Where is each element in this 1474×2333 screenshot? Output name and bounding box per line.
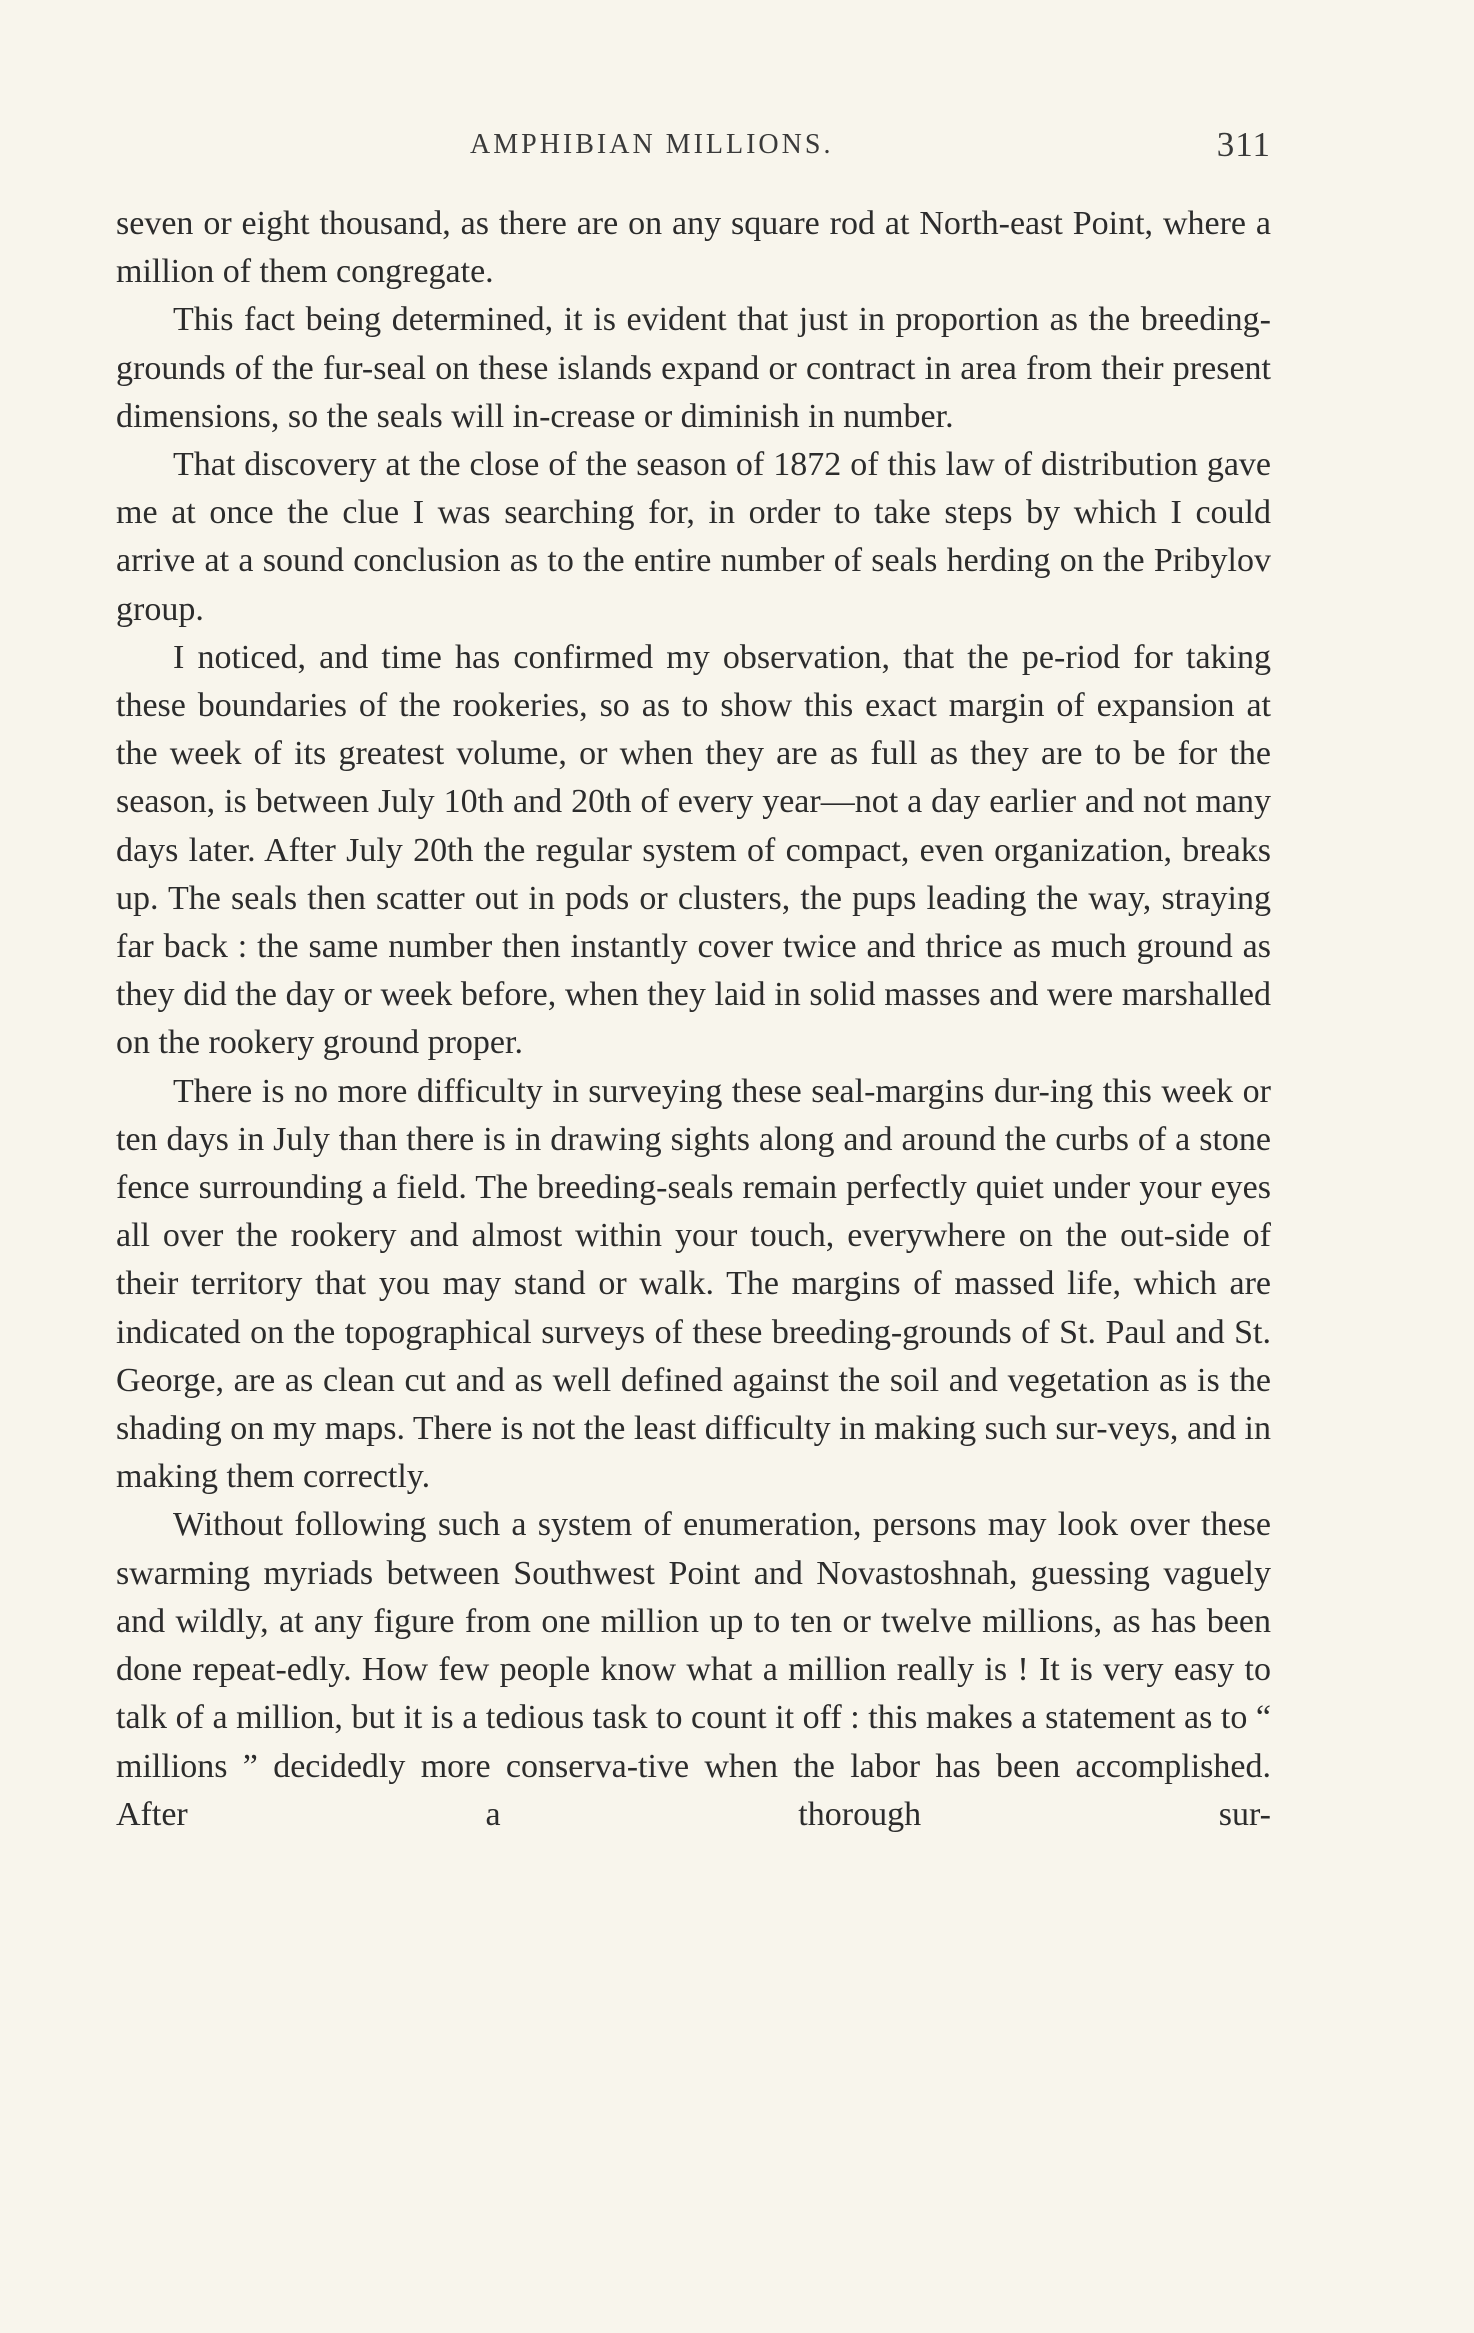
page-header (116, 125, 1271, 175)
paragraph-1: seven or eight thousand, as there are on any square rod at North-east Point, where a million of them congregate. (116, 205, 1271, 291)
paragraph-6: Without following such a system of enumeration, persons may look over these swarming myriads between Southwest Point and Novastoshnah, guessing vaguely and wildly, at any figure from one million up to ten or twelve millions, as has been done repeat-edly. How few people know what a million really is ! It is very easy to talk of a million, but it is a tedious task to count it off : this makes a statement as to “ millions ” decidedly more conserva-tive when the labor has been accomplished. After a thorough sur- (116, 1506, 1271, 1833)
paragraph-3: That discovery at the close of the season of 1872 of this law of distribution gave me at once the clue I was searching for, in order to take steps by which I could arrive at a sound conclusion as to the entire number of seals herding on the Pribylov group. (116, 446, 1271, 628)
body-text (116, 200, 1271, 1839)
paragraph-5: There is no more difficulty in surveying these seal-margins dur-ing this week or ten days in July than there is in drawing sights along and around the curbs of a stone fence surrounding a field. The breeding-seals remain perfectly quiet under your eyes all over the rookery and almost within your touch, everywhere on the out-side of their territory that you may stand or walk. The margins of massed life, which are indicated on the topographical surveys of these breeding-grounds of St. Paul and St. George, are as clean cut and as well defined against the soil and vegetation as is the shading on my maps. There is not the least difficulty in making such sur-veys, and in making them correctly. (116, 1072, 1271, 1496)
paragraph-4: I noticed, and time has confirmed my observation, that the pe-riod for taking these boundaries of the rookeries, so as to show this exact margin of expansion at the week of its greatest volume, or when they are as full as they are to be for the season, is between July 10th and 20th of every year—not a day earlier and not many days later. After July 20th the regular system of compact, even organization, breaks up. The seals then scatter out in pods or clusters, the pups leading the way, straying far back : the same number then instantly cover twice and thrice as much ground as they did the day or week before, when they laid in solid masses and were marshalled on the rookery ground proper. (116, 638, 1271, 1062)
running-head: AMPHIBIAN MILLIONS. (470, 129, 834, 160)
page-number: 311 (1216, 125, 1271, 164)
paragraph-2: This fact being determined, it is evident that just in proportion as the breeding-grounds of the fur-seal on these islands expand or contract in area from their present dimensions, so the seals will in-crease or diminish in number. (116, 301, 1271, 435)
